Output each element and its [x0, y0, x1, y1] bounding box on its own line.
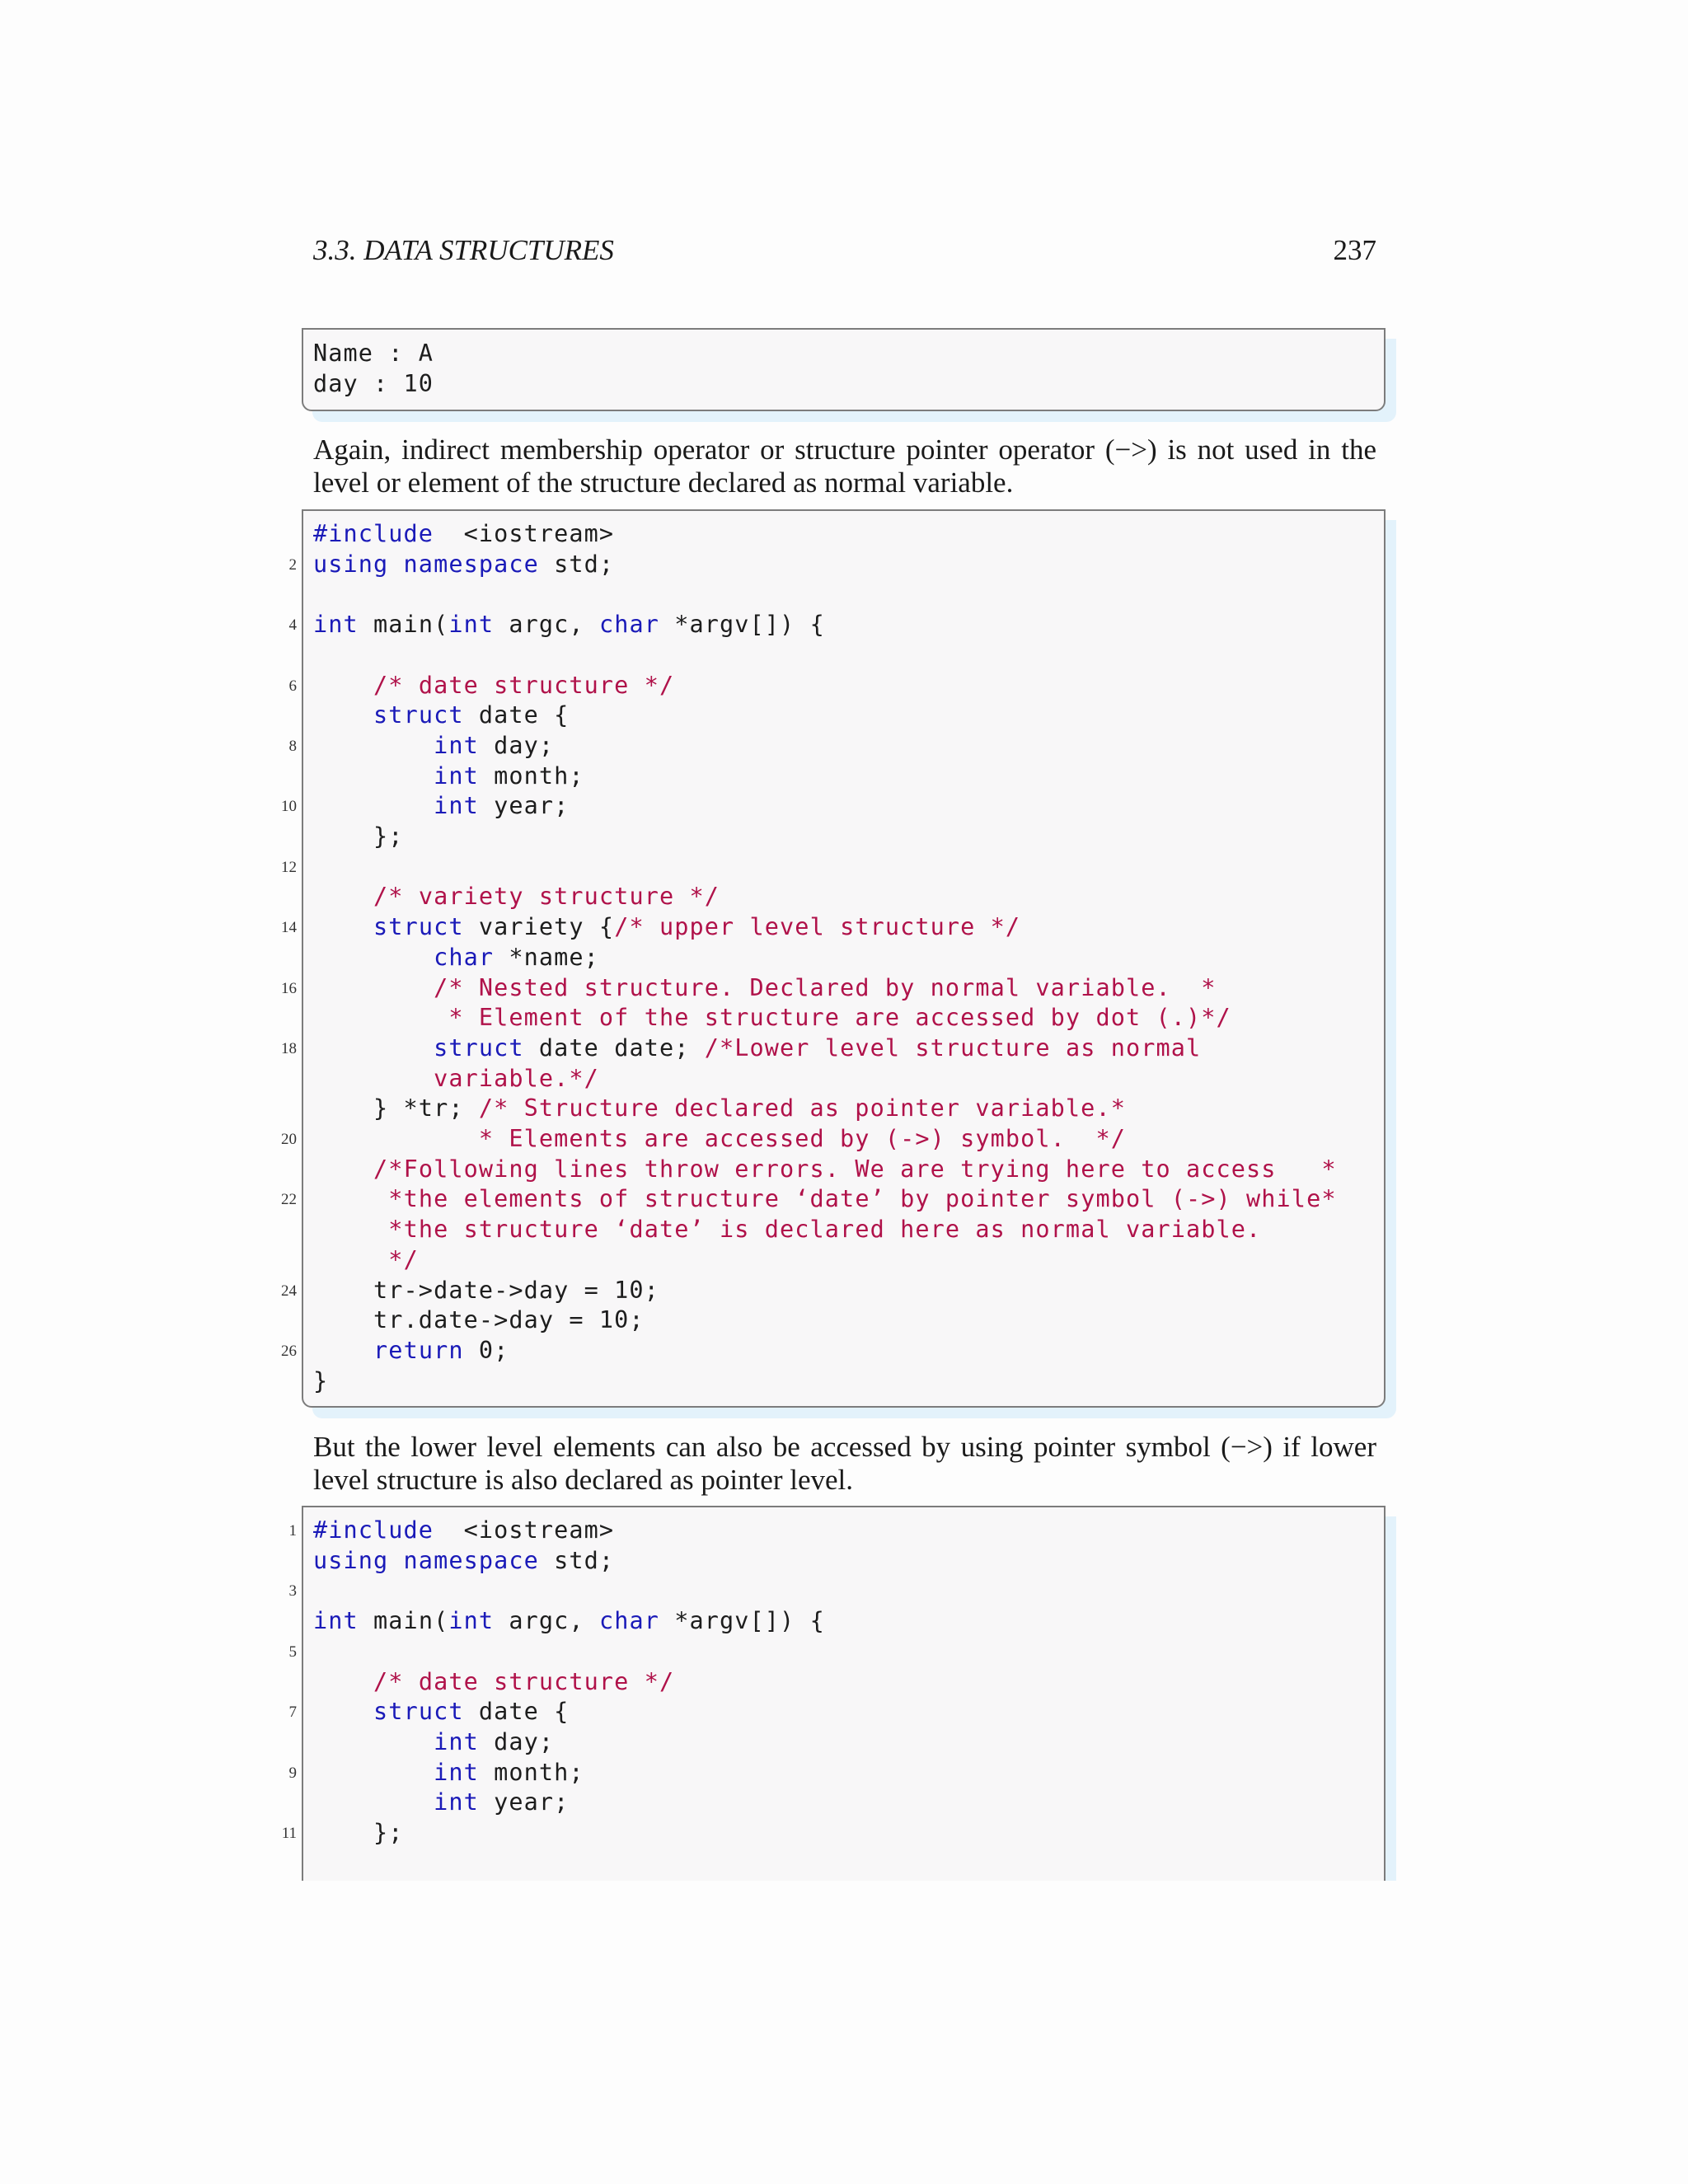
code-text [313, 1698, 373, 1725]
section-title: 3.3. DATA STRUCTURES [313, 234, 614, 266]
code-line [313, 1003, 1231, 1033]
code-line [313, 1064, 599, 1094]
code-text [313, 672, 373, 699]
code-text: tr->date->day = 10; [313, 1276, 659, 1304]
line-number: 12 [281, 858, 297, 876]
code-text [313, 913, 373, 940]
code-text: date { [463, 1698, 570, 1726]
code-comment: /* Nested structure. Declared by normal variable. * [434, 973, 1217, 1001]
code-text: year; [478, 1788, 570, 1816]
code-keyword: int [313, 611, 359, 639]
code-text: date date; [523, 1033, 705, 1062]
line-number: 26 [281, 1342, 297, 1360]
code-keyword: char [598, 611, 659, 639]
code-line [313, 1516, 614, 1546]
code-text [313, 1155, 373, 1183]
code-line [313, 550, 614, 580]
code-keyword: using namespace [313, 550, 539, 578]
code-text [313, 1668, 373, 1695]
code-keyword: struct [373, 701, 464, 729]
line-number: 18 [281, 1039, 297, 1057]
line-number: 22 [281, 1191, 297, 1209]
code-line [313, 1184, 1337, 1215]
code-line [313, 1033, 1201, 1064]
code-line [313, 1155, 1337, 1185]
code-text [313, 1185, 373, 1212]
code-text: day; [478, 1727, 555, 1755]
line-number: 20 [281, 1131, 297, 1148]
code-text: argc, [494, 1607, 599, 1635]
code-keyword: char [434, 943, 495, 971]
code-keyword: int [434, 792, 479, 820]
code-line [313, 519, 614, 550]
code-text: date { [463, 701, 570, 729]
code-text: } *tr; [313, 1094, 479, 1122]
code-line [313, 1788, 569, 1818]
code-comment: /* date structure */ [373, 671, 675, 699]
line-number: 5 [288, 1643, 297, 1661]
code-text: main( [358, 1607, 449, 1635]
code-comment: * Element of the structure are accessed by dot (.)*/ [434, 1004, 1231, 1032]
code-text [313, 1034, 434, 1062]
code-line [313, 1366, 328, 1397]
code-keyword: int [434, 1788, 479, 1816]
code-text [313, 1004, 434, 1031]
code-comment: /* Structure declared as pointer variable.* [478, 1094, 1126, 1122]
code-keyword: using namespace [313, 1546, 539, 1574]
code-keyword: int [448, 611, 495, 639]
code-text: *argv[]) { [659, 611, 825, 639]
code-line [313, 1245, 419, 1276]
code-comment: */ [373, 1245, 419, 1273]
code-comment: *the structure ‘date’ is declared here as normal variable. [373, 1216, 1262, 1244]
code-comment: *the elements of structure ‘date’ by pointer symbol (->) while* [373, 1185, 1337, 1213]
code-text [313, 1728, 434, 1755]
code-keyword: int [434, 731, 479, 759]
code-line [313, 912, 1020, 943]
code-keyword: #include [313, 520, 434, 547]
code-line [313, 1667, 674, 1698]
line-number: 10 [281, 798, 297, 816]
code-line [313, 610, 825, 640]
line-number: 8 [288, 737, 297, 755]
code-keyword: int [313, 1607, 359, 1635]
code-text: main( [358, 611, 449, 639]
code-line [313, 1215, 1261, 1245]
code-comment: /*Following lines throw errors. We are trying here to access * [373, 1155, 1337, 1183]
code-line [313, 1305, 645, 1336]
code-text [313, 883, 373, 910]
code-line [313, 973, 1217, 1004]
code-text: variety { [463, 913, 615, 941]
code-line [313, 1727, 554, 1758]
code-keyword: struct [373, 1698, 464, 1726]
code-text: 0; [463, 1336, 509, 1364]
code-line [313, 791, 569, 822]
code-text [313, 792, 434, 819]
code-text [313, 732, 434, 759]
running-header [313, 234, 1376, 275]
output-line: Name : A [313, 340, 434, 367]
code-text: *argv[]) { [659, 1607, 825, 1635]
code-keyword: struct [373, 913, 464, 941]
code-line [313, 1758, 584, 1788]
code-line [313, 1546, 614, 1577]
line-number: 9 [288, 1764, 297, 1782]
code-line [313, 762, 584, 792]
code-comment: * Elements are accessed by (->) symbol. */ [478, 1125, 1126, 1152]
code-line [313, 882, 720, 912]
line-number: 4 [288, 616, 297, 635]
code-text [313, 1246, 373, 1273]
code-text: tr.date->day = 10; [313, 1306, 645, 1334]
code-text: std; [538, 550, 615, 578]
code-text [313, 701, 373, 729]
code-text: day; [478, 731, 555, 759]
code-text: std; [538, 1546, 615, 1574]
code-text: }; [313, 1819, 404, 1846]
code-text [313, 1216, 373, 1243]
line-number: 16 [281, 979, 297, 997]
code-comment: /*Lower level structure as normal [704, 1033, 1202, 1062]
code-line [313, 1094, 1126, 1124]
code-keyword: int [434, 1758, 479, 1786]
code-line [313, 701, 569, 731]
code-text: } [313, 1366, 329, 1394]
program-output-box [302, 328, 1386, 411]
page-number: 237 [1333, 234, 1376, 266]
code-keyword: #include [313, 1516, 434, 1544]
code-text [313, 944, 434, 971]
code-keyword: char [598, 1607, 659, 1635]
code-text [313, 1759, 434, 1786]
line-number: 7 [288, 1704, 297, 1722]
code-text [313, 1337, 373, 1364]
body-paragraph-1: Again, indirect membership operator or structure pointer operator (−>) is not used in the level or element of the structure declared as normal variable. [313, 434, 1376, 499]
code-line [313, 1124, 1126, 1155]
code-text [313, 1788, 434, 1816]
code-text [313, 762, 434, 790]
code-line [313, 822, 404, 852]
code-text [313, 974, 434, 1001]
code-line [313, 1276, 659, 1306]
line-number: 6 [288, 677, 297, 695]
code-text: argc, [494, 611, 599, 639]
line-number: 2 [288, 555, 297, 574]
code-keyword: int [448, 1607, 495, 1635]
code-text: <iostream> [434, 1516, 615, 1544]
output-line: day : 10 [313, 369, 434, 397]
code-comment: /* variety structure */ [373, 883, 720, 911]
line-number: 24 [281, 1282, 297, 1300]
code-keyword: struct [434, 1033, 524, 1062]
code-comment: /* date structure */ [373, 1667, 675, 1695]
line-number: 1 [288, 1522, 297, 1540]
code-line [313, 1697, 569, 1727]
body-paragraph-2: But the lower level elements can also be accessed by using pointer symbol (−>) if lower level structure is also declared as pointer level. [313, 1431, 1376, 1496]
code-comment: variable.*/ [434, 1064, 599, 1092]
code-text: year; [478, 792, 570, 820]
code-comment: /* upper level structure */ [614, 913, 1021, 941]
page-bottom-clip [297, 1881, 1401, 1914]
line-number: 3 [288, 1582, 297, 1601]
code-line [313, 671, 674, 701]
code-text: *name; [494, 943, 599, 971]
line-number: 11 [281, 1825, 297, 1842]
code-line [313, 1818, 404, 1849]
line-number: 14 [281, 919, 297, 937]
code-keyword: int [434, 1727, 479, 1755]
code-text: <iostream> [434, 520, 615, 547]
code-text: }; [313, 823, 404, 850]
code-text: month; [478, 762, 584, 790]
code-keyword: return [373, 1336, 464, 1364]
code-text [313, 1065, 434, 1092]
code-keyword: int [434, 762, 479, 790]
code-text: month; [478, 1758, 584, 1786]
code-line [313, 943, 599, 973]
code-text [313, 1125, 479, 1152]
code-line [313, 731, 554, 762]
code-line [313, 1336, 509, 1366]
code-line [313, 1606, 825, 1637]
